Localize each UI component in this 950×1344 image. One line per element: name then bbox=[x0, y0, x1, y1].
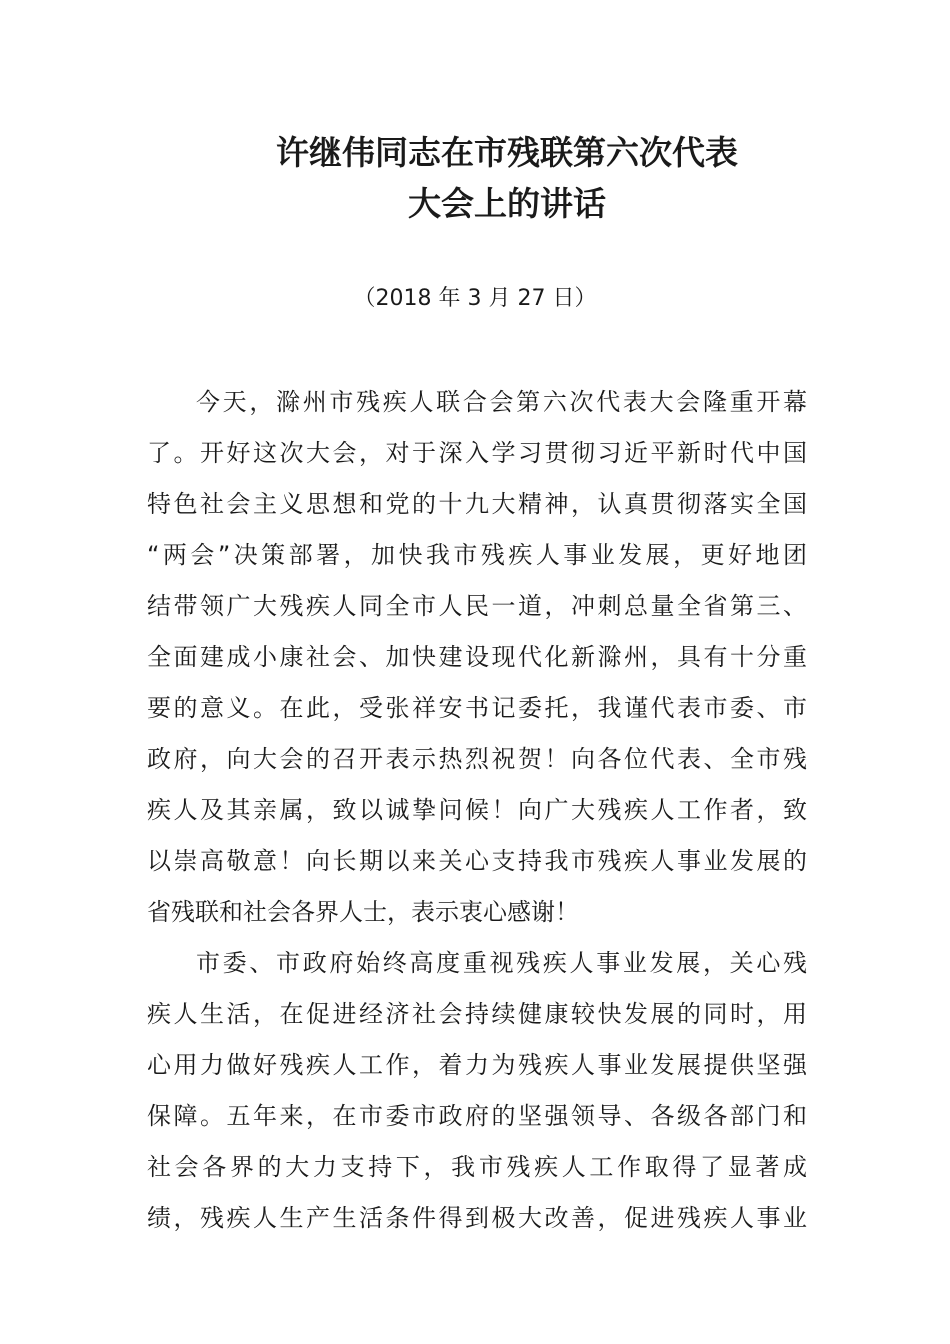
document-title-line-1: 许继伟同志在市残联第六次代表 bbox=[276, 133, 738, 172]
paragraph-1-line: 政府，向大会的召开表示热烈祝贺！向各位代表、全市残 bbox=[147, 745, 807, 773]
document-title-line-2: 大会上的讲话 bbox=[408, 184, 606, 223]
paragraph-1-line: 要的意义。在此，受张祥安书记委托，我谨代表市委、市 bbox=[147, 694, 807, 722]
document-body bbox=[147, 377, 807, 1244]
paragraph-1-line: 全面建成小康社会、加快建设现代化新滁州，具有十分重 bbox=[147, 643, 807, 671]
paragraph-2-line: 保障。五年来，在市委市政府的坚强领导、各级各部门和 bbox=[147, 1102, 807, 1130]
paragraph-2-line: 绩，残疾人生产生活条件得到极大改善，促进残疾人事业 bbox=[147, 1204, 807, 1232]
speech-date: （2018 年 3 月 27 日） bbox=[353, 286, 597, 311]
paragraph-1-line: 以崇高敬意！向长期以来关心支持我市残疾人事业发展的 bbox=[147, 847, 807, 875]
paragraph-1-line: 今天，滁州市残疾人联合会第六次代表大会隆重开幕 bbox=[196, 388, 807, 416]
paragraph-1-line: 结带领广大残疾人同全市人民一道，冲刺总量全省第三、 bbox=[147, 592, 807, 620]
paragraph-1-line: “两会”决策部署，加快我市残疾人事业发展，更好地团 bbox=[147, 541, 807, 569]
paragraph-2-line: 市委、市政府始终高度重视残疾人事业发展，关心残 bbox=[196, 949, 807, 977]
paragraph-2-line: 社会各界的大力支持下，我市残疾人工作取得了显著成 bbox=[147, 1153, 807, 1181]
paragraph-1-line: 疾人及其亲属，致以诚挚问候！向广大残疾人工作者，致 bbox=[147, 796, 807, 824]
paragraph-1-line: 省残联和社会各界人士，表示衷心感谢！ bbox=[147, 898, 579, 926]
paragraph-2-line: 心用力做好残疾人工作，着力为残疾人事业发展提供坚强 bbox=[147, 1051, 807, 1079]
paragraph-1-line: 了。开好这次大会，对于深入学习贯彻习近平新时代中国 bbox=[147, 439, 807, 467]
paragraph-1-line: 特色社会主义思想和党的十九大精神，认真贯彻落实全国 bbox=[147, 490, 807, 518]
paragraph-2-line: 疾人生活，在促进经济社会持续健康较快发展的同时，用 bbox=[147, 1000, 807, 1028]
